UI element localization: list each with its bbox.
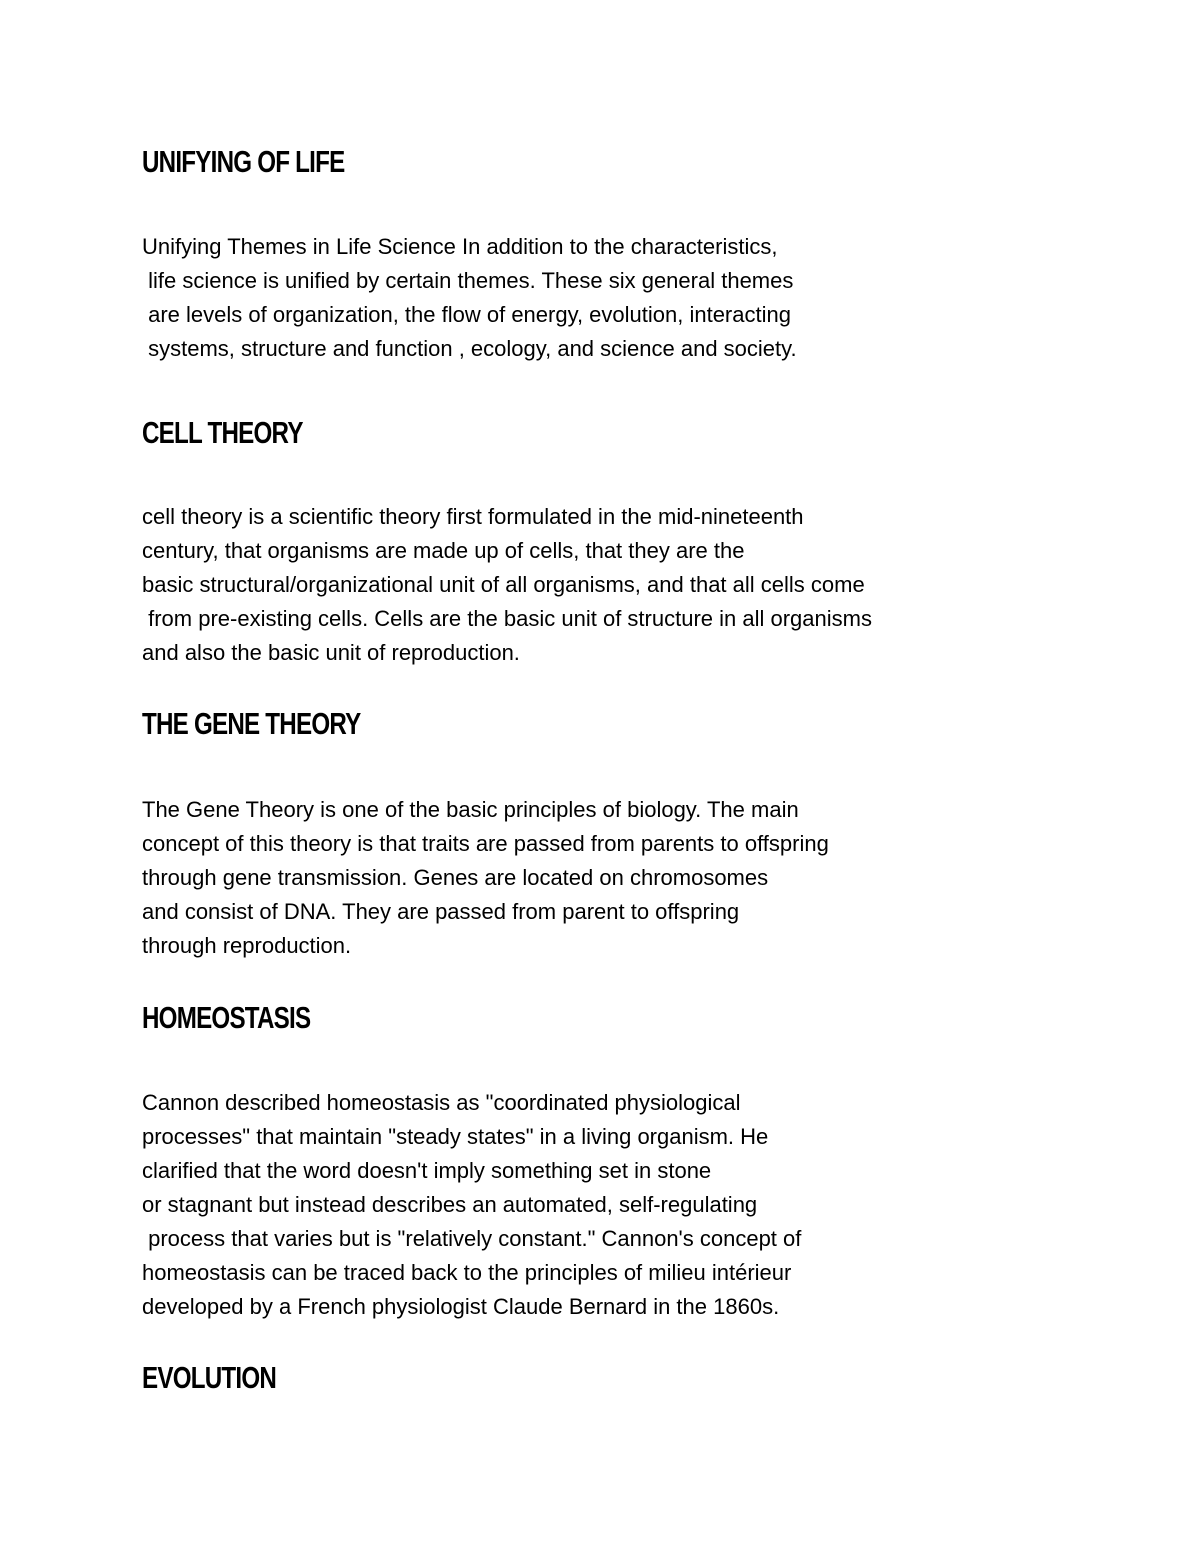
paragraph-line: processes" that maintain "steady states" in a living organism. He bbox=[142, 1124, 769, 1149]
section-heading-homeostasis: HOMEOSTASIS bbox=[142, 1000, 311, 1035]
paragraph-line: process that varies but is "relatively constant." Cannon's concept of bbox=[142, 1226, 802, 1251]
paragraph-line: developed by a French physiologist Claude Bernard in the 1860s. bbox=[142, 1294, 780, 1319]
paragraph-line: and also the basic unit of reproduction. bbox=[142, 640, 520, 665]
paragraph-line: through reproduction. bbox=[142, 933, 352, 958]
paragraph-line: through gene transmission. Genes are located on chromosomes bbox=[142, 865, 769, 890]
section-heading-unifying-of-life: UNIFYING OF LIFE bbox=[142, 144, 345, 179]
section-heading-cell-theory: CELL THEORY bbox=[142, 415, 303, 450]
paragraph-line: cell theory is a scientific theory first formulated in the mid-nineteenth bbox=[142, 504, 804, 529]
section-paragraph-homeostasis bbox=[142, 1086, 801, 1324]
section-paragraph-unifying-of-life bbox=[142, 230, 797, 366]
paragraph-line: Unifying Themes in Life Science In addition to the characteristics, bbox=[142, 234, 778, 259]
paragraph-line: or stagnant but instead describes an automated, self-regulating bbox=[142, 1192, 758, 1217]
section-paragraph-cell-theory bbox=[142, 500, 872, 670]
paragraph-line: basic structural/organizational unit of all organisms, and that all cells come bbox=[142, 572, 865, 597]
paragraph-line: The Gene Theory is one of the basic principles of biology. The main bbox=[142, 797, 799, 822]
section-heading-evolution: EVOLUTION bbox=[142, 1360, 277, 1395]
paragraph-line: from pre-existing cells. Cells are the basic unit of structure in all organisms bbox=[142, 606, 872, 631]
paragraph-line: concept of this theory is that traits are passed from parents to offspring bbox=[142, 831, 829, 856]
paragraph-line: century, that organisms are made up of cells, that they are the bbox=[142, 538, 745, 563]
paragraph-line: life science is unified by certain themes. These six general themes bbox=[142, 268, 794, 293]
paragraph-line: and consist of DNA. They are passed from parent to offspring bbox=[142, 899, 740, 924]
paragraph-line: are levels of organization, the flow of energy, evolution, interacting bbox=[142, 302, 791, 327]
paragraph-line: homeostasis can be traced back to the principles of milieu intérieur bbox=[142, 1260, 792, 1285]
paragraph-line: clarified that the word doesn't imply something set in stone bbox=[142, 1158, 712, 1183]
paragraph-line: systems, structure and function , ecology, and science and society. bbox=[142, 336, 797, 361]
paragraph-line: Cannon described homeostasis as "coordinated physiological bbox=[142, 1090, 741, 1115]
section-heading-the-gene-theory: THE GENE THEORY bbox=[142, 706, 361, 741]
section-paragraph-the-gene-theory bbox=[142, 793, 829, 963]
